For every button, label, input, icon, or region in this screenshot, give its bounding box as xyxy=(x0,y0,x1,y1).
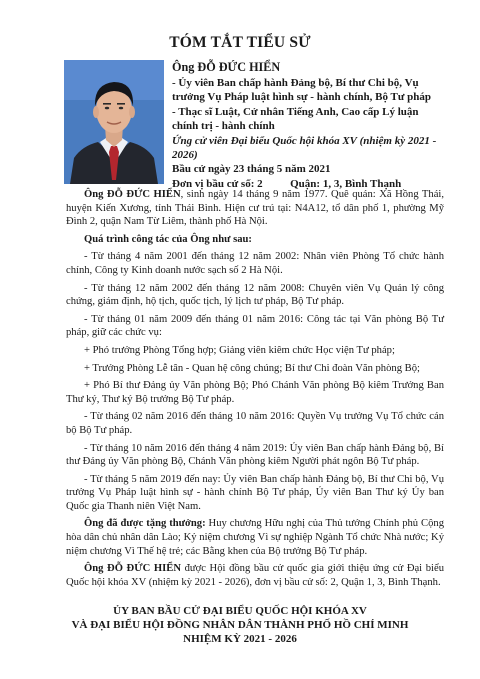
career-item: - Từ tháng 10 năm 2016 đến tháng 4 năm 2019: Ủy viên Ban chấp hành Đảng bộ, Bí thư Đảng ủy Văn phòng Bộ, Chánh Văn phòng kiêm Người phát ngôn Bộ Tư pháp. xyxy=(66,442,444,468)
intro-name: Ông ĐỖ ĐỨC HIỂN xyxy=(84,189,181,200)
footer-line: VÀ ĐẠI BIỂU HỘI ĐỒNG NHÂN DÂN THÀNH PHỐ HỒ CHÍ MINH xyxy=(71,619,409,631)
candidate-header xyxy=(172,59,442,191)
portrait-image xyxy=(64,60,164,184)
footer-line: NHIỆM KỲ 2021 - 2026 xyxy=(183,633,297,645)
career-subitem: + Phó trưởng Phòng Tổng hợp; Giảng viên kiêm chức Học viện Tư pháp; xyxy=(84,344,395,356)
education-line: - Thạc sĩ Luật, Cử nhân Tiếng Anh, Cao cấp Lý luận chính trị - hành chính xyxy=(172,105,419,133)
awards-label: Ông đã được tặng thưởng: xyxy=(84,518,206,530)
awards-text: Huy chương Hữu nghị của Thủ tướng Chính phủ Cộng hòa dân chủ nhân dân Lào; Kỷ niệm chương Vì sự nghiệp Ngành Tổ chức Nhà nước; Kỷ niệm chương Vì Thế hệ trẻ; các Bằng khen của Bộ trưởng Bộ Tư pháp. xyxy=(66,518,445,557)
unit-label: Đơn vị bầu cử số: 2 xyxy=(172,177,263,190)
district-label: Quận: 1, 3, Bình Thạnh xyxy=(290,177,402,190)
career-item: - Từ tháng 4 năm 2001 đến tháng 12 năm 2002: Nhân viên Phòng Tổ chức hành chính, Công ty Kinh doanh nước sạch số 2 Hà Nội. xyxy=(66,251,444,276)
career-subitem: + Phó Bí thư Đảng ủy Văn phòng Bộ; Phó Chánh Văn phòng Bộ kiêm Trưởng Ban Thư ký, Thư ký Bộ trưởng Bộ Tư pháp. xyxy=(66,380,444,405)
closing-name: Ông ĐỖ ĐỨC HIỂN xyxy=(84,563,181,575)
candidacy-line: Ứng cử viên Đại biểu Quốc hội khóa XV (nhiệm kỳ 2021 - 2026) xyxy=(172,134,437,162)
issuer-footer xyxy=(0,604,480,646)
candidate-name: Ông ĐỖ ĐỨC HIỂN xyxy=(172,60,281,74)
career-item: - Từ tháng 12 năm 2002 đến tháng 12 năm 2008: Chuyên viên Vụ Quản lý công chứng, giám định, hộ tịch, quốc tịch, lý lịch tư pháp, Bộ Tư pháp. xyxy=(66,282,444,308)
election-date: Bầu cử ngày 23 tháng 5 năm 2021 xyxy=(172,163,331,176)
career-subitem: + Trưởng Phòng Lễ tân - Quan hệ công chúng; Bí thư Chi đoàn Văn phòng Bộ; xyxy=(84,362,420,374)
page-title: TÓM TẮT TIỂU SỬ xyxy=(169,34,311,51)
closing-text: được Hội đồng bầu cử quốc gia giới thiệu ứng cử Đại biểu Quốc hội khóa XV (nhiệm kỳ 2021 - 2026), đơn vị bầu cử số: 2, Quận 1, 3, Bình Thạnh. xyxy=(66,563,444,588)
position-line: - Ủy viên Ban chấp hành Đảng bộ, Bí thư Chi bộ, Vụ trưởng Vụ Pháp luật hình sự - hành chính, Bộ Tư pháp xyxy=(172,77,432,104)
candidate-portrait xyxy=(64,60,164,184)
career-item: - Từ tháng 02 năm 2016 đến tháng 10 năm 2016: Quyền Vụ trưởng Vụ Tổ chức cán bộ Bộ Tư pháp. xyxy=(66,411,444,436)
footer-line: ỦY BAN BẦU CỬ ĐẠI BIỂU QUỐC HỘI KHÓA XV xyxy=(113,605,367,617)
intro-paragraph xyxy=(66,188,444,229)
career-heading: Quá trình công tác của Ông như sau: xyxy=(84,233,252,245)
biography-body xyxy=(66,188,444,593)
career-item: - Từ tháng 01 năm 2009 đến tháng 01 năm 2016: Công tác tại Văn phòng Bộ Tư pháp, giữ các chức vụ: xyxy=(66,313,444,339)
awards-paragraph xyxy=(66,517,444,558)
career-item: - Từ tháng 5 năm 2019 đến nay: Ủy viên Ban chấp hành Đảng bộ, Bí thư Chi bộ, Vụ trưởng Vụ Pháp luật hình sự - hành chính Bộ Tư pháp, Ủy viên Ban Thư ký Ủy ban Quốc gia Thanh niên Việt Nam. xyxy=(66,473,444,512)
closing-paragraph xyxy=(66,562,444,589)
intro-text: , sinh ngày 14 tháng 9 năm 1977. Quê quán: Xã Hồng Thái, huyện Kiến Xương, tỉnh Thái Bình. Hiện cư trú tại: N4A12, tổ dân phố 1, phường Mỹ Đình 2, quận Nam Từ Liêm, thành phố Hà Nội. xyxy=(66,189,444,228)
